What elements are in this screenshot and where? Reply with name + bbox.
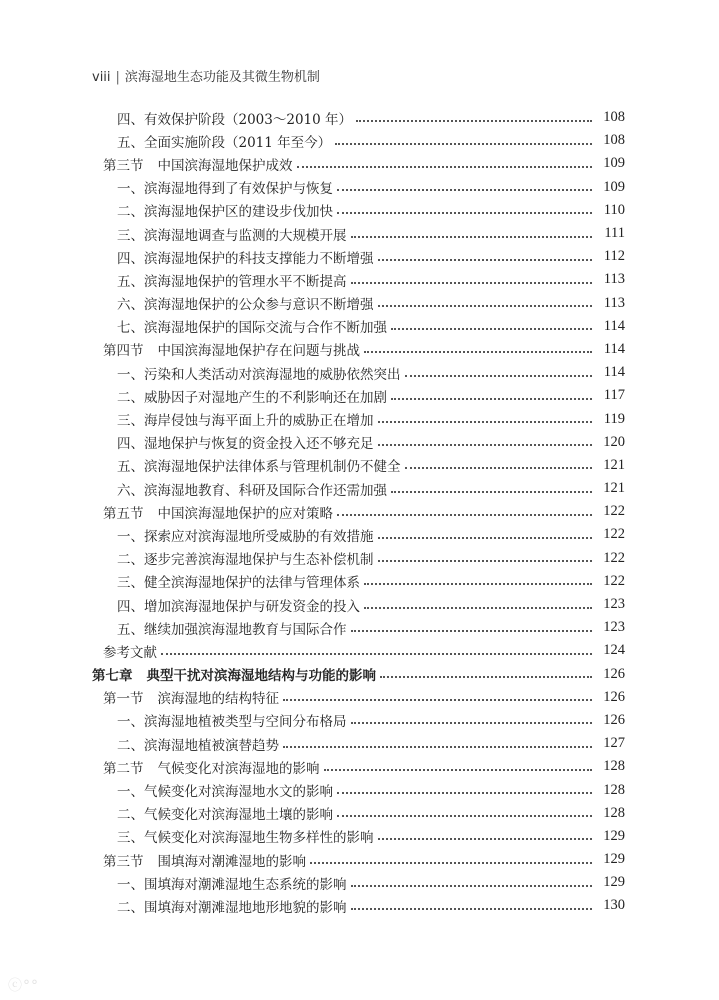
toc-entry-title: 二、滨海湿地保护区的建设步伐加快 bbox=[117, 204, 333, 221]
toc-entry-title: 四、滨海湿地保护的科技支撑能力不断增强 bbox=[117, 250, 374, 267]
toc-entry-label bbox=[117, 548, 376, 568]
toc-item[interactable] bbox=[0, 407, 719, 430]
toc-item[interactable] bbox=[0, 431, 719, 454]
toc-entry-label bbox=[117, 363, 403, 383]
toc-page-number: 128 bbox=[603, 804, 625, 821]
toc-item[interactable] bbox=[0, 454, 719, 477]
toc-page-number: 121 bbox=[603, 480, 625, 497]
toc-item[interactable] bbox=[0, 245, 719, 268]
toc-page-number: 123 bbox=[603, 596, 625, 613]
dot-leader bbox=[405, 375, 593, 377]
toc-entry-title: 中国滨海湿地保护成效 bbox=[157, 157, 293, 174]
toc-entry-label bbox=[117, 803, 335, 823]
dot-leader bbox=[161, 653, 592, 655]
toc-entry-label bbox=[103, 850, 308, 870]
toc-chapter[interactable] bbox=[0, 663, 719, 686]
toc-entry-title: 五、全面实施阶段（2011 年至今） bbox=[117, 134, 332, 151]
toc-page-number: 112 bbox=[603, 248, 625, 265]
toc-item[interactable] bbox=[0, 802, 719, 825]
toc-entry-title: 一、气候变化对滨海湿地水文的影响 bbox=[117, 784, 333, 801]
toc-page-number: 129 bbox=[603, 827, 625, 844]
dot-leader bbox=[310, 862, 592, 864]
toc-section[interactable] bbox=[0, 686, 719, 709]
toc-page-number: 117 bbox=[603, 387, 625, 404]
dot-leader bbox=[391, 398, 592, 400]
toc-entry-title: 一、滨海湿地得到了有效保护与恢复 bbox=[117, 181, 333, 198]
toc-page-number: 126 bbox=[603, 688, 625, 705]
toc-page-number: 120 bbox=[603, 433, 625, 450]
toc-item[interactable] bbox=[0, 129, 719, 152]
toc-entry-label bbox=[117, 595, 362, 615]
toc-item[interactable] bbox=[0, 871, 719, 894]
toc-page-number: 109 bbox=[603, 155, 625, 172]
dot-leader bbox=[351, 236, 593, 238]
toc-item[interactable] bbox=[0, 176, 719, 199]
toc-entry-label bbox=[117, 409, 376, 429]
toc-page-number: 128 bbox=[603, 758, 625, 775]
header-separator: | bbox=[115, 70, 120, 85]
toc-item[interactable] bbox=[0, 570, 719, 593]
toc-entry-label bbox=[117, 780, 335, 800]
toc-entry-title: 四、增加滨海湿地保护与研发资金的投入 bbox=[117, 598, 360, 615]
toc-page-number: 114 bbox=[603, 364, 625, 381]
toc-page-number: 129 bbox=[603, 851, 625, 868]
toc-entry-label bbox=[117, 873, 349, 893]
dot-leader bbox=[283, 746, 592, 748]
toc-page-number: 108 bbox=[603, 132, 625, 149]
toc-entry-number: 第五节 bbox=[103, 505, 144, 522]
toc-item[interactable] bbox=[0, 199, 719, 222]
toc-page-number: 121 bbox=[603, 456, 625, 473]
toc-page-number: 129 bbox=[603, 874, 625, 891]
toc-entry-label bbox=[103, 154, 295, 174]
toc-entry-label bbox=[117, 270, 349, 290]
toc-item[interactable] bbox=[0, 315, 719, 338]
toc-entry-title: 二、逐步完善滨海湿地保护与生态补偿机制 bbox=[117, 552, 374, 569]
toc-page-number: 110 bbox=[603, 201, 625, 218]
dot-leader bbox=[337, 514, 592, 516]
toc-entry-label bbox=[117, 177, 335, 197]
toc-page-number: 122 bbox=[603, 572, 625, 589]
toc-entry-number: 第二节 bbox=[103, 760, 144, 777]
toc-entry-title: 滨海湿地的结构特征 bbox=[157, 691, 279, 708]
dot-leader bbox=[351, 908, 593, 910]
toc-entry-title: 五、滨海湿地保护的管理水平不断提高 bbox=[117, 273, 347, 290]
toc-page-number: 130 bbox=[603, 897, 625, 914]
toc-entry-label bbox=[117, 479, 389, 499]
toc-item[interactable] bbox=[0, 477, 719, 500]
toc-entry-label bbox=[117, 131, 333, 151]
toc-entry-label bbox=[117, 200, 335, 220]
toc-section[interactable] bbox=[0, 500, 719, 523]
toc-entry-title: 一、探索应对滨海湿地所受威胁的有效措施 bbox=[117, 528, 374, 545]
toc-page-number: 113 bbox=[603, 294, 625, 311]
toc-entry-number: 第三节 bbox=[103, 157, 144, 174]
toc-entry-title: 气候变化对滨海湿地的影响 bbox=[157, 760, 320, 777]
dot-leader bbox=[391, 328, 592, 330]
toc-page-number: 122 bbox=[603, 503, 625, 520]
toc-entry-label bbox=[117, 224, 349, 244]
toc-entry-title: 二、围填海对潮滩湿地地形地貌的影响 bbox=[117, 899, 347, 916]
toc-item[interactable] bbox=[0, 709, 719, 732]
toc-entry-title: 三、气候变化对滨海湿地生物多样性的影响 bbox=[117, 830, 374, 847]
toc-entry-label bbox=[117, 710, 349, 730]
toc-page-number: 122 bbox=[603, 526, 625, 543]
dot-leader bbox=[378, 444, 593, 446]
toc-entry-label bbox=[117, 734, 281, 754]
dot-leader bbox=[378, 259, 593, 261]
toc-page-number: 111 bbox=[604, 225, 625, 242]
toc-entry-title: 参考文献 bbox=[103, 644, 157, 661]
toc-entry-title: 二、威胁因子对湿地产生的不利影响还在加剧 bbox=[117, 389, 387, 406]
toc-section[interactable] bbox=[0, 152, 719, 175]
toc-entry-label bbox=[117, 316, 389, 336]
toc-item[interactable] bbox=[0, 616, 719, 639]
toc-entry-title: 四、有效保护阶段（2003～2010 年） bbox=[117, 111, 353, 128]
toc-entry-title: 四、湿地保护与恢复的资金投入还不够充足 bbox=[117, 436, 374, 453]
toc-entry-title: 六、滨海湿地教育、科研及国际合作还需加强 bbox=[117, 482, 387, 499]
toc-entry-title: 二、滨海湿地植被演替趋势 bbox=[117, 737, 279, 754]
toc-entry-label bbox=[117, 571, 362, 591]
dot-leader bbox=[391, 491, 592, 493]
dot-leader bbox=[351, 722, 593, 724]
toc-entry-title: 围填海对潮滩湿地的影响 bbox=[157, 853, 306, 870]
toc-item[interactable] bbox=[0, 523, 719, 546]
toc-entry-label bbox=[103, 502, 335, 522]
watermark-logo: ⓒ°° bbox=[8, 978, 39, 994]
dot-leader bbox=[378, 305, 593, 307]
toc-entry-title: 一、滨海湿地植被类型与空间分布格局 bbox=[117, 714, 347, 731]
toc-section[interactable] bbox=[0, 755, 719, 778]
dot-leader bbox=[337, 792, 592, 794]
toc-entry-title: 三、海岸侵蚀与海平面上升的威胁正在增加 bbox=[117, 413, 374, 430]
toc-entry-label bbox=[103, 757, 322, 777]
toc-item[interactable] bbox=[0, 894, 719, 917]
toc-entry-title: 三、健全滨海湿地保护的法律与管理体系 bbox=[117, 575, 360, 592]
toc-entry-label bbox=[103, 339, 362, 359]
dot-leader bbox=[364, 583, 592, 585]
toc-page-number: 124 bbox=[603, 642, 625, 659]
dot-leader bbox=[351, 282, 593, 284]
dot-leader bbox=[337, 212, 592, 214]
toc-entry-label bbox=[103, 641, 159, 661]
toc-item[interactable] bbox=[0, 778, 719, 801]
toc-page-number: 113 bbox=[603, 271, 625, 288]
table-of-contents bbox=[0, 106, 719, 918]
dot-leader bbox=[337, 815, 592, 817]
toc-entry-title: 五、继续加强滨海湿地教育与国际合作 bbox=[117, 621, 347, 638]
toc-entry-label bbox=[117, 432, 376, 452]
dot-leader bbox=[356, 120, 592, 122]
toc-item[interactable] bbox=[0, 292, 719, 315]
running-header bbox=[92, 66, 320, 85]
dot-leader bbox=[337, 189, 592, 191]
dot-leader bbox=[297, 166, 593, 168]
toc-entry-title: 二、气候变化对滨海湿地土壤的影响 bbox=[117, 807, 333, 824]
header-page-number: viii bbox=[92, 70, 111, 85]
dot-leader bbox=[335, 143, 592, 145]
dot-leader bbox=[380, 676, 592, 678]
dot-leader bbox=[378, 560, 593, 562]
toc-page-number: 123 bbox=[603, 619, 625, 636]
toc-page-number: 114 bbox=[603, 340, 625, 357]
toc-page-number: 128 bbox=[603, 781, 625, 798]
toc-entry-title: 三、滨海湿地调查与监测的大规模开展 bbox=[117, 227, 347, 244]
toc-entry-title: 一、污染和人类活动对滨海湿地的威胁依然突出 bbox=[117, 366, 401, 383]
dot-leader bbox=[378, 421, 593, 423]
toc-page-number: 114 bbox=[603, 317, 625, 334]
toc-item[interactable] bbox=[0, 384, 719, 407]
toc-page-number: 108 bbox=[603, 109, 625, 126]
toc-item[interactable] bbox=[0, 732, 719, 755]
toc-page-number: 119 bbox=[603, 410, 625, 427]
toc-page-number: 122 bbox=[603, 549, 625, 566]
toc-item[interactable] bbox=[0, 106, 719, 129]
toc-entry-label bbox=[117, 108, 354, 128]
toc-entry-number: 第七章 bbox=[92, 668, 133, 685]
toc-entry-label bbox=[117, 293, 376, 313]
header-book-title: 滨海湿地生态功能及其微生物机制 bbox=[124, 70, 320, 85]
toc-item[interactable] bbox=[0, 361, 719, 384]
toc-item[interactable] bbox=[0, 222, 719, 245]
toc-entry-number: 第四节 bbox=[103, 343, 144, 360]
dot-leader bbox=[378, 838, 593, 840]
toc-entry-label bbox=[117, 896, 349, 916]
dot-leader bbox=[364, 351, 592, 353]
toc-page-number: 126 bbox=[603, 665, 625, 682]
toc-entry-label bbox=[117, 618, 349, 638]
toc-entry-label bbox=[92, 664, 378, 684]
toc-page-number: 126 bbox=[603, 711, 625, 728]
toc-entry-title: 中国滨海湿地保护的应对策略 bbox=[157, 505, 333, 522]
toc-entry-title: 一、围填海对潮滩湿地生态系统的影响 bbox=[117, 876, 347, 893]
toc-entry-title: 中国滨海湿地保护存在问题与挑战 bbox=[157, 343, 360, 360]
toc-entry-label bbox=[117, 525, 376, 545]
toc-page-number: 109 bbox=[603, 178, 625, 195]
toc-entry-number: 第三节 bbox=[103, 853, 144, 870]
toc-entry-number: 第一节 bbox=[103, 691, 144, 708]
dot-leader bbox=[351, 630, 593, 632]
toc-section[interactable] bbox=[0, 639, 719, 662]
toc-entry-title: 七、滨海湿地保护的国际交流与合作不断加强 bbox=[117, 320, 387, 337]
toc-item[interactable] bbox=[0, 547, 719, 570]
dot-leader bbox=[364, 607, 592, 609]
toc-entry-label bbox=[117, 826, 376, 846]
toc-page-number: 127 bbox=[603, 735, 625, 752]
toc-entry-title: 典型干扰对滨海湿地结构与功能的影响 bbox=[146, 668, 376, 685]
toc-entry-label bbox=[117, 247, 376, 267]
dot-leader bbox=[283, 699, 592, 701]
toc-entry-title: 五、滨海湿地保护法律体系与管理机制仍不健全 bbox=[117, 459, 401, 476]
dot-leader bbox=[324, 769, 593, 771]
dot-leader bbox=[405, 467, 593, 469]
dot-leader bbox=[378, 537, 593, 539]
toc-item[interactable] bbox=[0, 825, 719, 848]
toc-section[interactable] bbox=[0, 848, 719, 871]
toc-entry-label bbox=[117, 386, 389, 406]
toc-item[interactable] bbox=[0, 593, 719, 616]
toc-item[interactable] bbox=[0, 268, 719, 291]
toc-entry-label bbox=[103, 687, 281, 707]
dot-leader bbox=[351, 885, 593, 887]
toc-entry-label bbox=[117, 455, 403, 475]
toc-section[interactable] bbox=[0, 338, 719, 361]
toc-entry-title: 六、滨海湿地保护的公众参与意识不断增强 bbox=[117, 297, 374, 314]
